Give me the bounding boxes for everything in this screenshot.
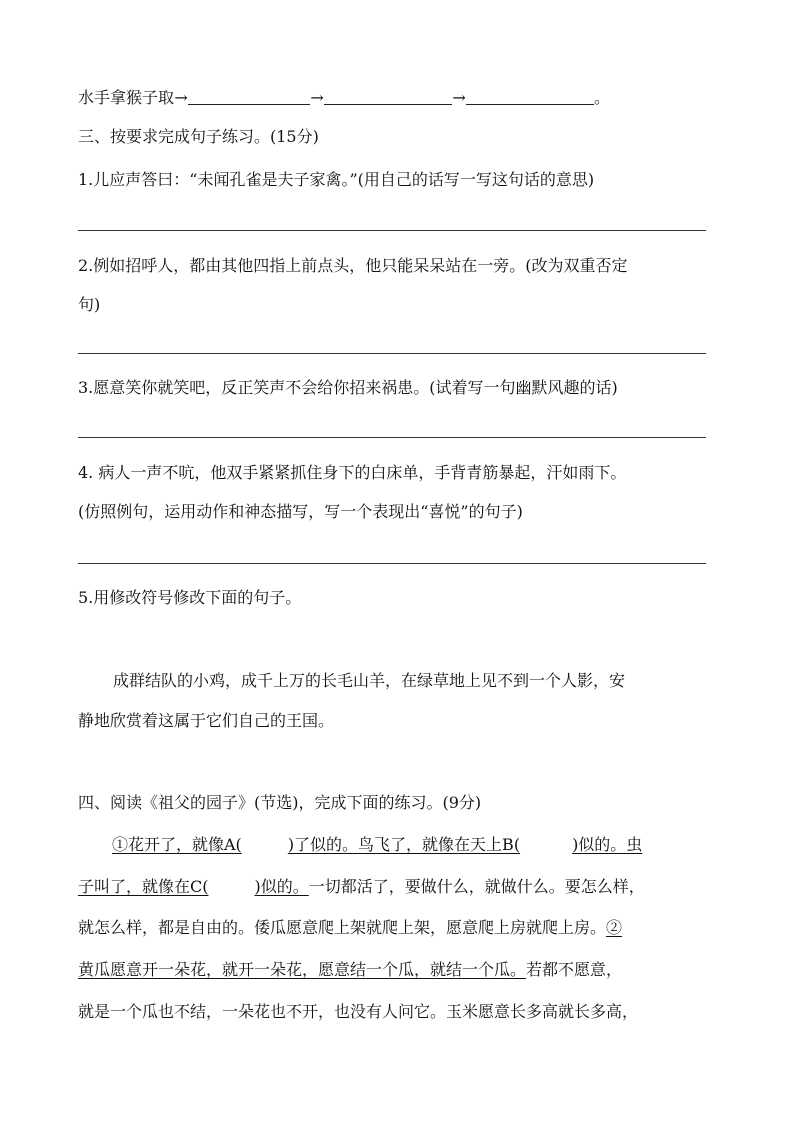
blank-B[interactable] [520, 834, 572, 856]
arrow-1: → [174, 88, 188, 107]
passage-line-5: 就是一个瓜也不结，一朵花也不开，也没有人问它。玉米愿意长多高就长多高， [78, 1002, 639, 1021]
passage-line-2-rest: 一切都活了，要做什么，就做什么。要怎么样， [308, 877, 645, 896]
arrow-3: → [452, 88, 466, 107]
answer-line-2[interactable] [78, 353, 706, 354]
q5-sentence-line1: 成群结队的小鸡，成千上万的长毛山羊，在绿草地上见不到一个人影，安 [113, 671, 626, 690]
passage-underlined-2a: 子叫了，就像在C( )似的。 [78, 877, 309, 896]
chain-start-text: 水手拿猴子取 [78, 88, 175, 107]
answer-line-4[interactable] [78, 563, 706, 564]
question-2-line2: 句) [78, 295, 101, 314]
question-4-line2: (仿照例句，运用动作和神态描写，写一个表现出“喜悦”的句子) [78, 502, 523, 521]
chain-end-period: 。 [594, 88, 611, 107]
section4-heading: 四、阅读《祖父的园子》(节选)，完成下面的练习。(9分) [78, 793, 482, 812]
passage-line-4: 黄瓜愿意开一朵花，就开一朵花，愿意结一个瓜，就结一个瓜。若都不愿意， [78, 960, 623, 979]
passage-underlined-1a: ①花开了，就像A( )了似的。鸟飞了，就像在天上B( )似的。虫 [112, 835, 643, 854]
passage-underlined-4: 黄瓜愿意开一朵花，就开一朵花，愿意结一个瓜，就结一个瓜。 [78, 960, 527, 979]
answer-line-1[interactable] [78, 230, 706, 231]
marker-2: ② [606, 918, 623, 937]
question-4-line1: 4. 病人一声不吭，他双手紧紧抓住身下的白床单，手背青筋暴起，汗如雨下。 [78, 463, 627, 482]
blank-C[interactable] [209, 876, 255, 898]
question-3: 3.愿意笑你就笑吧，反正笑声不会给你招来祸患。(试着写一句幽默风趣的话) [78, 378, 618, 397]
sequence-chain-line [78, 87, 610, 109]
question-2-line1: 2.例如招呼人，都由其他四指上前点头，他只能呆呆站在一旁。(改为双重否定 [78, 256, 628, 275]
question-5: 5.用修改符号修改下面的句子。 [78, 588, 302, 607]
q5-sentence-line2: 静地欣赏着这属于它们自己的王国。 [78, 711, 335, 730]
chain-blank-2[interactable] [324, 88, 452, 105]
passage-line-1 [112, 834, 642, 856]
passage-line-3: 就怎么样，都是自由的。倭瓜愿意爬上架就爬上架，愿意爬上房就爬上房。② [78, 918, 623, 937]
arrow-2: → [310, 88, 324, 107]
blank-A[interactable] [242, 834, 288, 856]
passage-line-2 [78, 876, 645, 898]
answer-line-3[interactable] [78, 437, 706, 438]
question-1: 1.儿应声答曰：“未闻孔雀是夫子家禽。”(用自己的话写一写这句话的意思) [78, 170, 595, 189]
chain-blank-3[interactable] [466, 88, 594, 105]
section3-heading: 三、按要求完成句子练习。(15分) [78, 127, 319, 146]
chain-blank-1[interactable] [188, 88, 310, 105]
